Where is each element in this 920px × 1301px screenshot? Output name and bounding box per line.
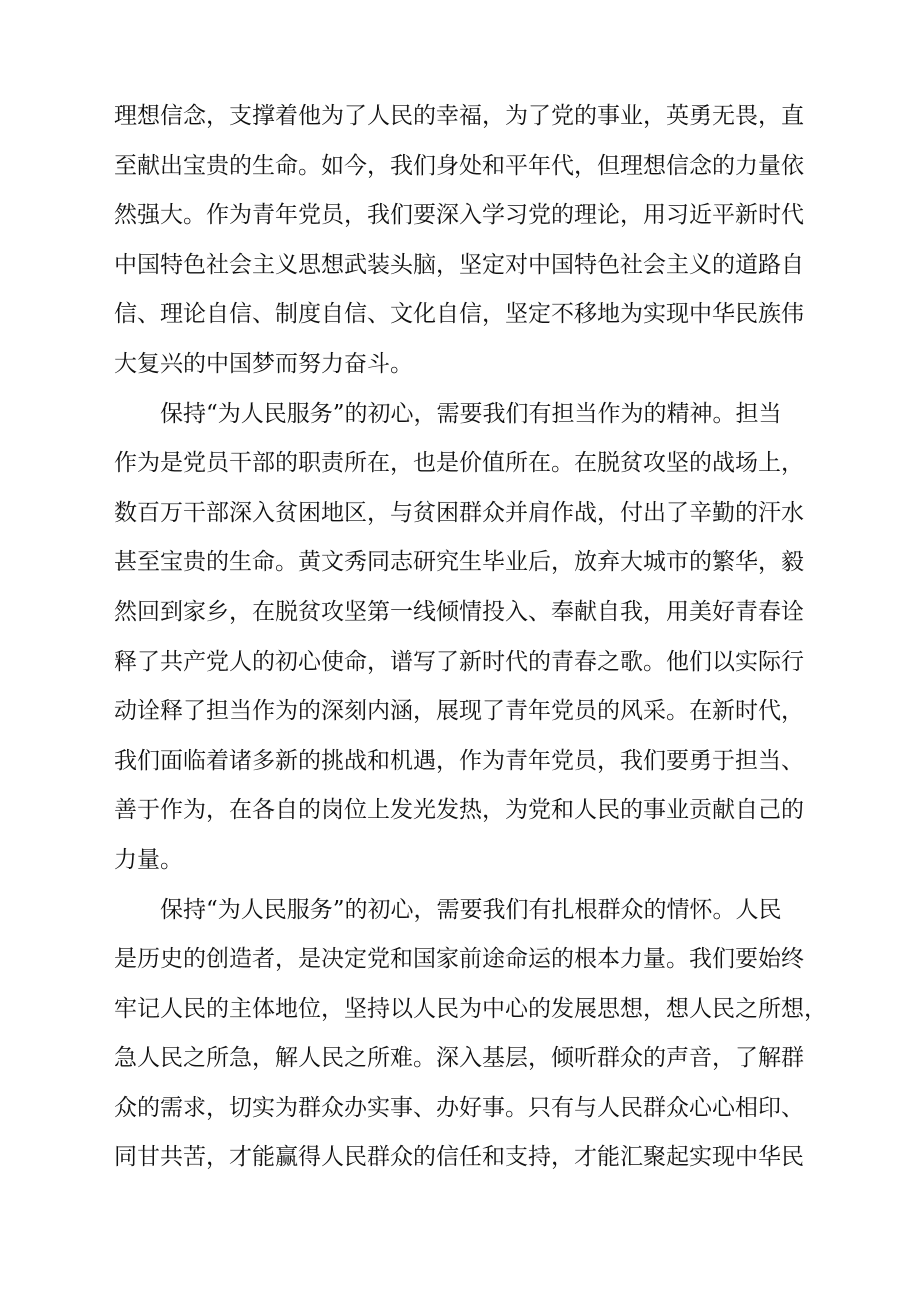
paragraph-line: 同甘共苦，才能赢得人民群众的信任和支持，才能汇聚起实现中华民 (114, 1144, 804, 1171)
paragraph-line: 甚至宝贵的生命。黄文秀同志研究生毕业后，放弃大城市的繁华，毅 (114, 549, 804, 576)
paragraph-line: 至献出宝贵的生命。如今，我们身处和平年代，但理想信念的力量依 (114, 152, 804, 179)
paragraph-line: 保持“为人民服务”的初心，需要我们有担当作为的精神。担当 (160, 400, 782, 427)
document-body (114, 92, 827, 1183)
paragraph-line: 然回到家乡，在脱贫攻坚第一线倾情投入、奉献自我，用美好青春诠 (114, 598, 804, 625)
paragraph-line: 牢记人民的主体地位，坚持以人民为中心的发展思想，想人民之所想， (114, 995, 827, 1022)
paragraph-line: 力量。 (114, 846, 183, 873)
paragraph-line: 大复兴的中国梦而努力奋斗。 (114, 350, 413, 377)
paragraph-line: 信、理论自信、制度自信、文化自信，坚定不移地为实现中华民族伟 (114, 301, 804, 328)
paragraph-1 (114, 92, 804, 390)
paragraph-line: 理想信念，支撑着他为了人民的幸福，为了党的事业，英勇无畏，直 (114, 103, 804, 129)
paragraph-2 (114, 390, 804, 886)
paragraph-line: 众的需求，切实为群众办实事、办好事。只有与人民群众心心相印、 (114, 1094, 804, 1121)
paragraph-line: 然强大。作为青年党员，我们要深入学习党的理论，用习近平新时代 (114, 202, 804, 229)
paragraph-line: 中国特色社会主义思想武装头脑，坚定对中国特色社会主义的道路自 (114, 251, 804, 278)
paragraph-line: 善于作为，在各自的岗位上发光发热，为党和人民的事业贡献自己的 (114, 797, 804, 824)
paragraph-line: 保持“为人民服务”的初心，需要我们有扎根群众的情怀。人民 (160, 896, 782, 923)
paragraph-line: 急人民之所急，解人民之所难。深入基层，倾听群众的声音，了解群 (114, 1045, 804, 1072)
paragraph-line: 我们面临着诸多新的挑战和机遇，作为青年党员，我们要勇于担当、 (114, 747, 804, 774)
paragraph-3 (114, 886, 827, 1184)
paragraph-line: 数百万干部深入贫困地区，与贫困群众并肩作战，付出了辛勤的汗水 (114, 499, 804, 526)
paragraph-line: 是历史的创造者，是决定党和国家前途命运的根本力量。我们要始终 (114, 946, 804, 973)
paragraph-line: 动诠释了担当作为的深刻内涵，展现了青年党员的风采。在新时代， (114, 698, 804, 725)
paragraph-line: 释了共产党人的初心使命，谱写了新时代的青春之歌。他们以实际行 (114, 648, 804, 675)
paragraph-line: 作为是党员干部的职责所在，也是价值所在。在脱贫攻坚的战场上， (114, 450, 804, 477)
